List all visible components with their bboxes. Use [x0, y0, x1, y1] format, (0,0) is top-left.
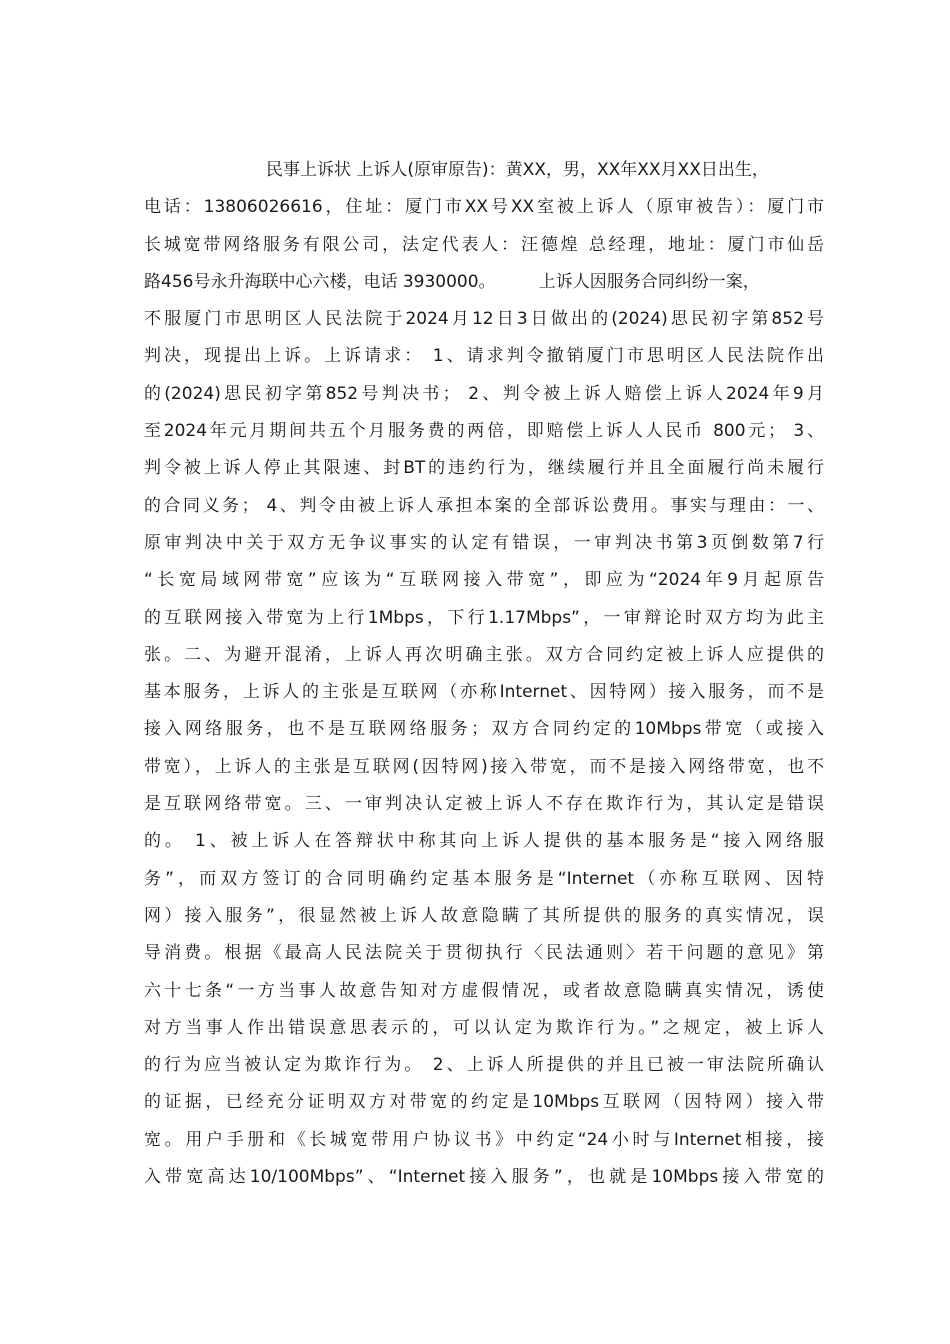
text-line: 张。二、为避开混淆，上诉人再次明确主张。双方合同约定被上诉人应提供的	[144, 644, 824, 665]
text-line: 导消费。根据《最高人民法院关于贯彻执行〈民法通则〉若干问题的意见》第	[144, 943, 824, 964]
text-line: 的互联网接入带宽为上行1Mbps，下行1.17Mbps”，一审辩论时双方均为此主	[144, 607, 824, 628]
text-line: 六十七条“一方当事人故意告知对方虚假情况，或者故意隐瞒真实情况，诱使	[144, 980, 824, 1001]
text-line: 对方当事人作出错误意思表示的，可以认定为欺诈行为。”之规定，被上诉人	[144, 1017, 824, 1038]
text-line: 是互联网络带宽。三、一审判决认定被上诉人不存在欺诈行为，其认定是错误	[144, 794, 824, 815]
text-line: 的行为应当被认定为欺诈行为。 2、上诉人所提供的并且已被一审法院所确认	[144, 1055, 824, 1076]
text-line: 的(2024)思民初字第852号判决书； 2、判令被上诉人赔偿上诉人2024年9月	[144, 383, 824, 404]
text-line: 宽。用户手册和《长城宽带用户协议书》中约定“24小时与Internet相接，接	[144, 1129, 824, 1150]
text-line: 入带宽高达10/100Mbps”、“Internet接入服务”，也就是10Mbps接入带宽的	[144, 1167, 824, 1188]
text-line: 务”，而双方签订的合同明确约定基本服务是“Internet（亦称互联网、因特	[144, 868, 824, 889]
text-line: 不服厦门市思明区人民法院于2024月12日3日做出的(2024)思民初字第852号	[144, 309, 824, 330]
text-line: 带宽），上诉人的主张是互联网(因特网)接入带宽，而不是接入网络带宽，也不	[144, 756, 824, 777]
text-line: 网）接入服务”，很显然被上诉人故意隐瞒了其所提供的服务的真实情况，误	[144, 905, 824, 926]
document-body	[144, 152, 824, 1196]
text-line: 的。 1、被上诉人在答辩状中称其向上诉人提供的基本服务是“接入网络服	[144, 831, 824, 852]
text-line: 民事上诉状 上诉人(原审原告)：黄XX，男，XX年XX月XX日出生，	[266, 160, 769, 180]
text-line: 原审判决中关于双方无争议事实的认定有错误，一审判决书第3页倒数第7行	[144, 532, 824, 553]
text-line: 长城宽带网络服务有限公司，法定代表人：汪德煌 总经理，地址：厦门市仙岳	[144, 234, 824, 255]
text-line: “长宽局域网带宽”应该为“互联网接入带宽”，即应为“2024年9月起原告	[144, 570, 824, 591]
text-line: 判令被上诉人停止其限速、封BT的违约行为，继续履行并且全面履行尚未履行	[144, 458, 824, 479]
text-line: 的合同义务； 4、判令由被上诉人承担本案的全部诉讼费用。事实与理由：一、	[144, 495, 824, 516]
text-line: 判决，现提出上诉。上诉请求： 1、请求判令撤销厦门市思明区人民法院作出	[144, 346, 824, 367]
text-line: 至2024年元月期间共五个月服务费的两倍，即赔偿上诉人人民币 800元； 3、	[144, 421, 824, 442]
text-line: 的证据，已经充分证明双方对带宽的约定是10Mbps互联网（因特网）接入带	[144, 1092, 824, 1113]
text-line: 路456号永升海联中心六楼，电话 3930000。 上诉人因服务合同纠纷一案，	[144, 271, 760, 292]
text-line: 电话：13806026616，住址：厦门市XX号XX室被上诉人（原审被告）：厦门市	[144, 197, 824, 218]
text-line: 接入网络服务，也不是互联网络服务；双方合同约定的10Mbps带宽（或接入	[144, 719, 824, 740]
text-line: 基本服务，上诉人的主张是互联网（亦称Internet、因特网）接入服务，而不是	[144, 682, 824, 703]
